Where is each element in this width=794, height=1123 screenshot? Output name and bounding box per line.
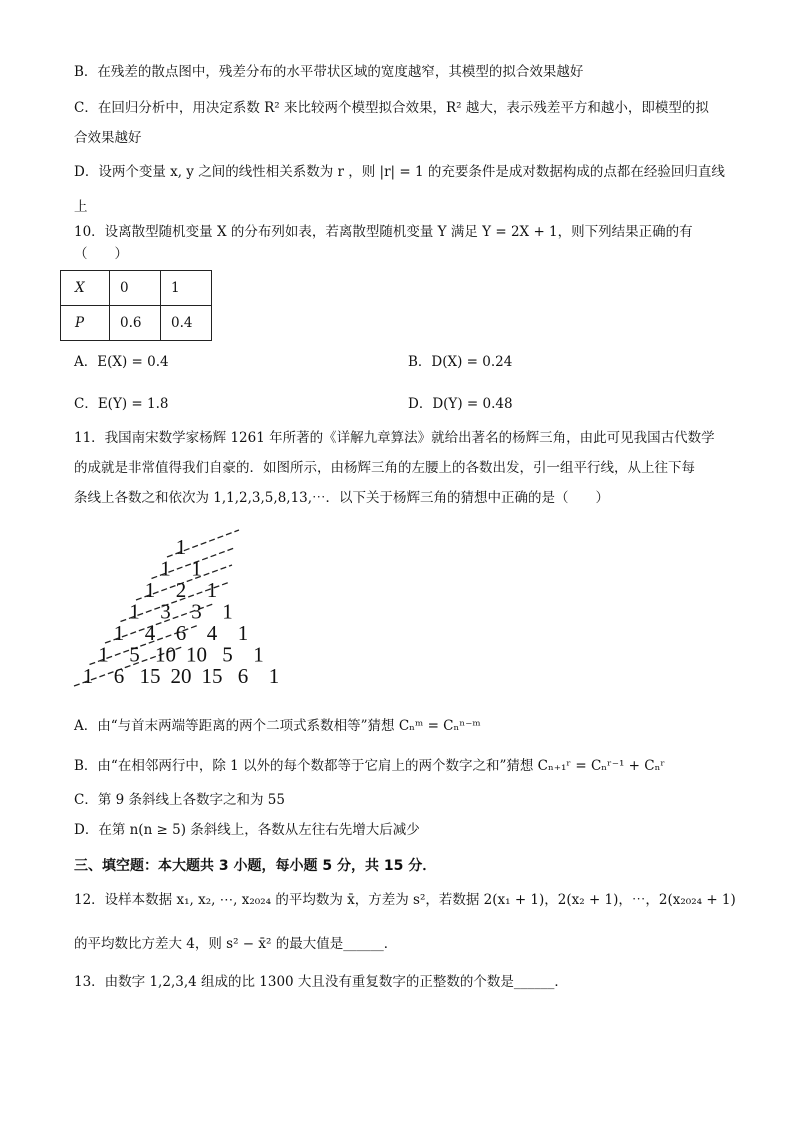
table-cell: 0 bbox=[110, 271, 161, 306]
table-cell: 1 bbox=[161, 271, 212, 306]
q9-option-c-line1: C．在回归分析中，用决定系数 R² 来比较两个模型拟合效果，R² 越大，表示残差平方和越小，即模型的拟 bbox=[74, 100, 709, 116]
table-cell: 0.6 bbox=[110, 306, 161, 341]
triangle-number: 15 bbox=[139, 664, 161, 688]
triangle-number: 1 bbox=[82, 664, 94, 688]
q9-option-d-line2: 上 bbox=[74, 199, 88, 215]
q9-option-d-line1: D．设两个变量 x, y 之间的线性相关系数为 r ，则 |r| = 1 的充要条件是成对数据构成的点都在经验回归直线 bbox=[74, 164, 725, 180]
triangle-number: 5 bbox=[129, 642, 140, 667]
triangle-number: 4 bbox=[206, 621, 218, 645]
q11-stem-line2: 的成就是非常值得我们自豪的．如图所示，由杨辉三角的左腰上的各数出发，引一组平行线，从上往下每 bbox=[74, 460, 695, 476]
table-cell: 0.4 bbox=[161, 306, 212, 341]
table-row bbox=[61, 306, 212, 341]
q9-option-b: B．在残差的散点图中，残差分布的水平带状区域的宽度越窄，其模型的拟合效果越好 bbox=[74, 64, 584, 80]
triangle-number: 10 bbox=[186, 642, 207, 667]
triangle-number: 20 bbox=[170, 664, 192, 688]
table-cell: X bbox=[61, 271, 110, 306]
triangle-number: 1 bbox=[191, 556, 202, 581]
triangle-number: 6 bbox=[113, 664, 125, 688]
triangle-number: 6 bbox=[175, 621, 187, 645]
triangle-number: 1 bbox=[268, 664, 280, 688]
triangle-number: 1 bbox=[222, 599, 233, 624]
triangle-number: 1 bbox=[160, 556, 171, 581]
q10-option-c: C．E(Y) = 1.8 bbox=[74, 396, 169, 412]
triangle-number: 1 bbox=[144, 578, 156, 602]
table-cell: P bbox=[61, 306, 110, 341]
triangle-number: 1 bbox=[206, 578, 218, 602]
triangle-number: 6 bbox=[237, 664, 249, 688]
table-row bbox=[61, 271, 212, 306]
triangle-number: 1 bbox=[175, 535, 187, 559]
triangle-number: 2 bbox=[175, 578, 187, 602]
q11-option-b: B．由“在相邻两行中，除 1 以外的每个数都等于它肩上的两个数字之和”猜想 Cₙ₊₁ʳ = Cₙʳ⁻¹ + Cₙʳ bbox=[74, 758, 666, 774]
q10-stem-line1: 10．设离散型随机变量 X 的分布列如表，若离散型随机变量 Y 满足 Y = 2X + 1，则下列结果正确的有 bbox=[74, 224, 693, 240]
yang-hui-triangle-figure bbox=[72, 528, 282, 690]
triangle-number: 3 bbox=[160, 599, 171, 624]
q11-option-a: A．由“与首末两端等距离的两个二项式系数相等”猜想 Cₙᵐ = Cₙⁿ⁻ᵐ bbox=[74, 718, 481, 734]
triangle-number: 4 bbox=[144, 621, 156, 645]
triangle-number: 1 bbox=[237, 621, 249, 645]
q13-line1: 13．由数字 1,2,3,4 组成的比 1300 大且没有重复数字的正整数的个数是______． bbox=[74, 974, 568, 990]
triangle-number: 15 bbox=[201, 664, 223, 688]
q11-option-c: C．第 9 条斜线上各数字之和为 55 bbox=[74, 792, 285, 808]
triangle-number: 1 bbox=[253, 642, 264, 667]
triangle-number: 3 bbox=[191, 599, 202, 624]
q11-stem-line1: 11．我国南宋数学家杨辉 1261 年所著的《详解九章算法》就给出著名的杨辉三角，由此可见我国古代数学 bbox=[74, 430, 715, 446]
q12-line2: 的平均数比方差大 4，则 s² − x̄² 的最大值是______． bbox=[74, 936, 398, 952]
triangle-number: 5 bbox=[222, 642, 233, 667]
q11-stem-line3: 条线上各数之和依次为 1,1,2,3,5,8,13,⋯．以下关于杨辉三角的猜想中正确的是（ ） bbox=[74, 490, 610, 506]
q9-option-c-line2: 合效果越好 bbox=[74, 130, 142, 146]
q10-stem-line2: （ ） bbox=[74, 246, 128, 262]
section-heading: 三、填空题：本大题共 3 小题，每小题 5 分，共 15 分． bbox=[74, 858, 437, 874]
triangle-number: 10 bbox=[155, 642, 176, 667]
q12-line1: 12．设样本数据 x₁, x₂, ⋯, x₂₀₂₄ 的平均数为 x̄，方差为 s²，若数据 2(x₁ + 1)，2(x₂ + 1)，⋯，2(x₂₀₂₄ + 1) bbox=[74, 892, 736, 908]
q10-option-b: B．D(X) = 0.24 bbox=[408, 354, 513, 370]
triangle-number: 1 bbox=[129, 599, 140, 624]
triangle-number: 1 bbox=[98, 642, 109, 667]
q10-option-d: D．D(Y) = 0.48 bbox=[408, 396, 513, 412]
q11-option-d: D．在第 n(n ≥ 5) 条斜线上，各数从左往右先增大后减少 bbox=[74, 822, 420, 838]
q10-option-a: A．E(X) = 0.4 bbox=[74, 354, 169, 370]
triangle-number: 1 bbox=[113, 621, 125, 645]
distribution-table bbox=[60, 270, 212, 341]
